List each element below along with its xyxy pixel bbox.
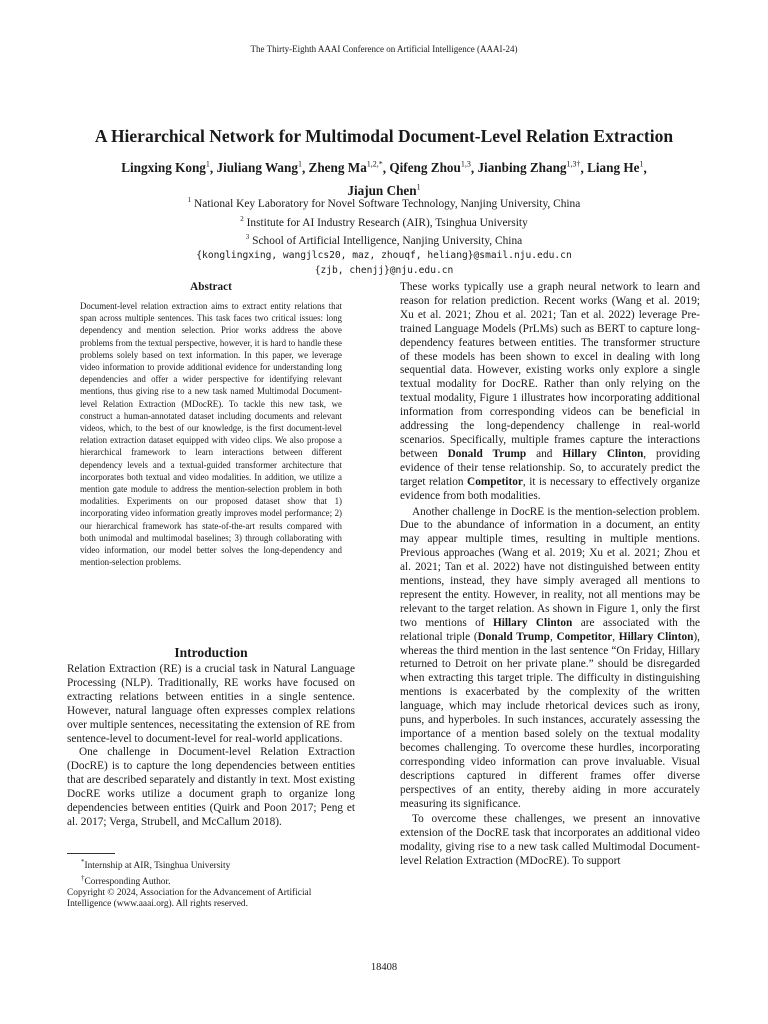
abstract-heading: Abstract xyxy=(190,281,232,293)
abstract-text: Document-level relation extraction aims to extract entity relations that span across multiple sentences. This task faces two critical issues: long dependency and mention selection. Prior works address the above problems from the textual perspective, however, it is hard to handle these problems solely based on text information. In this paper, we leverage video information to provide additional evidence for understanding long dependencies and offer a wider perspective for identifying relevant mentions, thus giving rise to a new task named Multimodal Document-level Relation Extraction (MDocRE). To tackle this new task, we construct a human-annotated dataset including documents and relevant videos, which, to the best of our knowledge, is the first document-level relation extraction dataset equipped with video clips. We also propose a hierarchical framework to learn interactions between different dependency levels and a textual-guided transformer architecture that incorporates both textual and video modalities. In addition, we utilize a mention gate module to address the mention-selection problem in both modalities. Experiments on our proposed dataset show that 1) incorporating video information greatly improves model performance; 2) our hierarchical framework has state-of-the-art results compared with both unimodal and multimodal baselines; 3) through collaborating with video information, our model better solves the long-dependency and mention-selection problems. xyxy=(80,301,342,568)
affiliations xyxy=(60,193,708,278)
paragraph: One challenge in Document-level Relation Extraction (DocRE) is to capture the long dependencies between entities that are described separately and distantly in text. Most existing DocRE works utilize a document graph to organize long dependencies between entities (Quirk and Poon 2017; Peng et al. 2017; Verga, Strubell, and McCallum 2018). xyxy=(67,746,355,828)
author: Jiajun Chen$^1$ xyxy=(347,182,421,198)
author: Jiuliang Wang$^1$ xyxy=(216,160,302,176)
footnote: †Corresponding Author. xyxy=(81,873,171,887)
right-column-body xyxy=(400,281,700,869)
paragraph: To overcome these challenges, we present an innovative extension of the DocRE task that incorporates an additional video modality, giving rise to a new task called Multimodal Document-level Relation Extraction (MDocRE). To support xyxy=(400,813,700,868)
affiliation: $^1$ National Key Laboratory for Novel Software Technology, Nanjing University, China xyxy=(187,196,581,210)
paragraph: Another challenge in DocRE is the mention-selection problem. Due to the abundance of information in a document, an entity may appear multiple times, resulting in multiple mentions. Previous approaches (Wang et al. 2019; Xu et al. 2021; Zhou et al. 2021; Tan et al. 2022) have not distinguished between entity mentions, instead, they have simply averaged all mentions to represent the entity. However, in reality, not all mentions may be relevant to the target relation. As shown in Figure 1, only the first two mentions of Hillary Clinton are associated with the relational triple (Donald Trump, Competitor, Hillary Clinton), whereas the third mention in the last sentence “On Friday, Hillary returned to Detroit on her private plane.” should be disregarded when extracting this target triple. The difficulty in distinguishing mentions is exacerbated by the complexity of the written language, which may include rhetorical devices such as irony, puns, and hyperboles. In such instances, accurately assessing the importance of a mention based solely on the textual modality becomes challenging. To overcome these hurdles, incorporating corresponding video information can prove invaluable. Visual descriptions captured in different frames offer diverse perspectives of an entity, thereby aiding in more accurately measuring its significance. xyxy=(400,505,701,810)
paragraph: These works typically use a graph neural network to learn and reason for relation prediction. Recent works (Wang et al. 2019; Xu et al. 2021; Zhou et al. 2021; Tan et al. 2022) leverage Pre-trained Language Models (PrLMs) such as BERT to capture long-dependency features between entities. The transformer structure of these models has been shown to excel in dealing with long sequential data. However, existing works only explore a single textual modality for DocRE. Rather than only relying on the textual modality, Figure 1 illustrates how incorporating additional information from corresponding videos can be beneficial in addressing the long-dependency challenge in real-world scenarios. Specifically, multiple frames capture the interactions between Donald Trump and Hillary Clinton, providing evidence of their tense relationship. So, to accurately predict the target relation Competitor, it is necessary to effectively organize evidence from both modalities. xyxy=(400,281,700,502)
affiliation: $^3$ School of Artificial Intelligence, Nanjing University, China xyxy=(245,233,523,247)
paragraph: Relation Extraction (RE) is a crucial task in Natural Language Processing (NLP). Traditionally, RE works have focused on extracting relations between entities in a single sentence. However, natural language often expresses complex relations over multiple sentences, necessitating the extension of RE from sentence-level to document-level for real-world applications. xyxy=(67,663,355,745)
conference-header: The Thirty-Eighth AAAI Conference on Artificial Intelligence (AAAI-24) xyxy=(250,44,518,54)
author-list: Lingxing Kong$^1$, Jiuliang Wang$^1$, Zheng $Ma^{1,2,*}$, Qifeng Zhou$^{1,3}$, Jianbing Zhang$^{1,3\dagger}$, Liang He$^1$, Jiajun Chen$^1$ xyxy=(121,160,647,198)
section-heading-introduction: Introduction xyxy=(174,645,248,660)
affiliation: $^2$ Institute for AI Industry Research (AIR), Tsinghua University xyxy=(240,214,528,229)
author-email: {konglingxing, wangjlcs20, maz, zhouqf, heliang}@smail.nju.edu.cn xyxy=(196,249,572,261)
author: Liang He$^1$ xyxy=(587,160,644,176)
author: Lingxing Kong$^1$ xyxy=(121,160,210,176)
footnotes xyxy=(67,857,357,911)
introduction-body xyxy=(67,663,355,830)
author-email: {zjb, chenjj}@nju.edu.cn xyxy=(314,264,454,276)
page-number: 18408 xyxy=(370,962,398,973)
footnote: *Internship at AIR, Tsinghua University xyxy=(81,858,231,872)
author: Jianbing Zhang$^{1,3\dagger}$ xyxy=(477,160,581,176)
author: Zheng $Ma^{1,2,*}$ xyxy=(308,160,383,176)
paper-title: A Hierarchical Network for Multimodal Document-Level Relation Extraction xyxy=(94,126,674,146)
author: Qifeng Zhou$^{1,3}$ xyxy=(389,160,471,176)
footnote-divider xyxy=(67,853,115,854)
copyright-notice: Copyright © 2024, Association for the Advancement of Artificial Intelligence (www.aaai.org). All rights reserved. xyxy=(67,888,312,910)
